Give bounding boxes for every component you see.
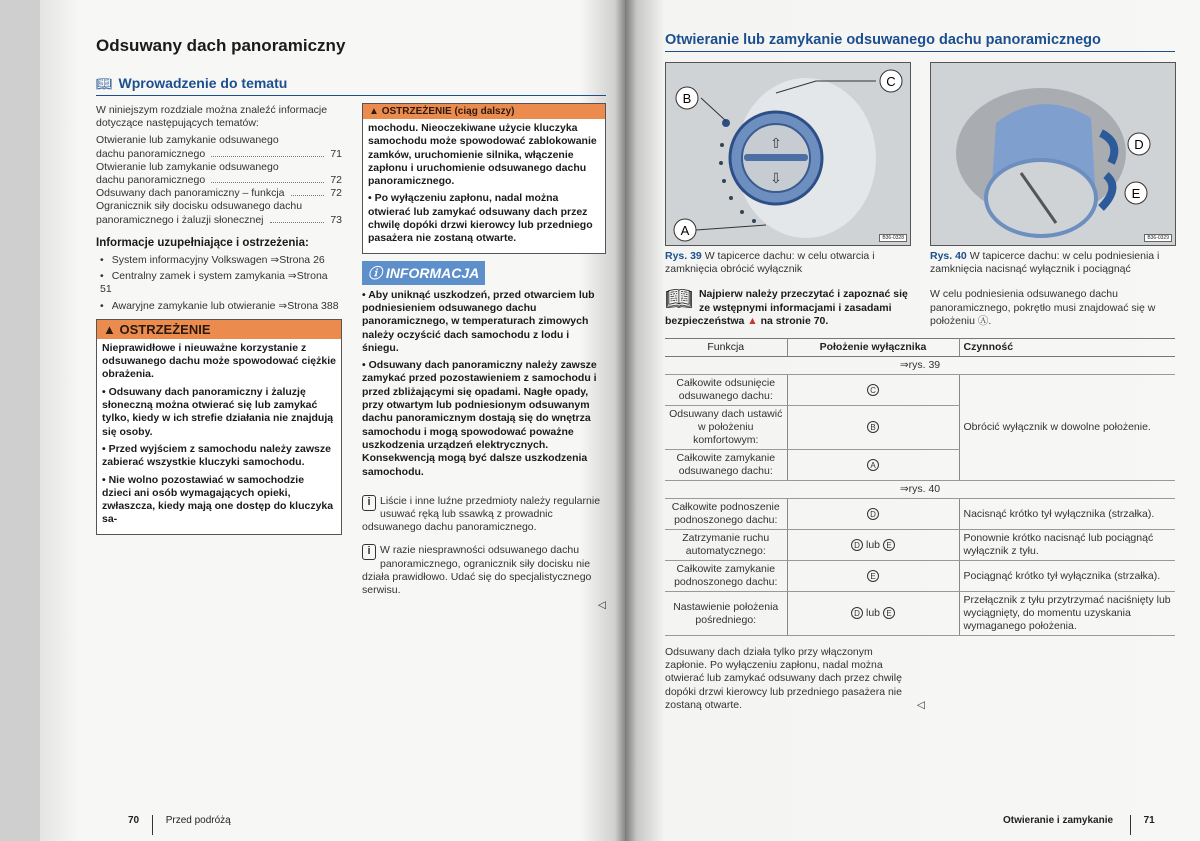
col-header: Funkcja bbox=[665, 339, 787, 357]
end-mark: ◁ bbox=[597, 599, 606, 612]
book-icon: 📖︎ bbox=[96, 76, 113, 91]
table-of-contents bbox=[96, 134, 342, 226]
figure-40 bbox=[930, 62, 1176, 246]
toc-page: 71 bbox=[330, 147, 342, 160]
position-e-icon: E bbox=[883, 607, 895, 619]
bottom-text bbox=[665, 646, 925, 712]
toc-page: 72 bbox=[330, 187, 342, 200]
function-cell: Odsuwany dach ustawić w położeniu komfortowym: bbox=[665, 406, 787, 450]
note-text: Liście i inne luźne przedmioty należy regularnie usuwać ręką lub ssawką z prowadnic odsuwanego dachu panoramicznego. bbox=[362, 494, 601, 534]
info-section bbox=[362, 261, 606, 487]
action-cell: Obrócić wyłącznik w dowolne położenie. bbox=[959, 375, 1175, 481]
group-row bbox=[665, 481, 1175, 499]
position-cell bbox=[787, 530, 959, 561]
toc-title: Odsuwany dach panoramiczny – funkcja bbox=[96, 187, 285, 200]
period: . bbox=[825, 314, 829, 327]
footer-section: Otwieranie i zamykanie bbox=[1003, 815, 1114, 826]
note bbox=[362, 544, 606, 597]
toc-entry[interactable] bbox=[96, 214, 342, 227]
toc-line: Otwieranie lub zamykanie odsuwanego bbox=[96, 160, 279, 173]
table-row bbox=[665, 375, 1175, 406]
label-e: E bbox=[1131, 186, 1141, 201]
position-cell bbox=[787, 375, 959, 406]
position-cell bbox=[787, 592, 959, 636]
position-c-icon: C bbox=[867, 384, 879, 396]
toc-entry[interactable] bbox=[96, 187, 342, 200]
position-cell bbox=[787, 561, 959, 592]
warning-cont-title: OSTRZEŻENIE (ciąg dalszy) bbox=[381, 106, 515, 117]
caption-number: Rys. 39 bbox=[665, 250, 702, 262]
group-ref: ⇒rys. 39 bbox=[665, 357, 1175, 375]
warning-paragraph: • Przed wyjściem z samochodu należy zawsze zabierać wszystkie kluczyki samochodu. bbox=[102, 442, 331, 469]
toc-title: panoramicznego i żaluzji słonecznej bbox=[96, 213, 264, 226]
table-row bbox=[665, 592, 1175, 636]
page-number: 70 bbox=[128, 815, 140, 826]
function-cell: Całkowite zamykanie odsuwanego dachu: bbox=[665, 450, 787, 481]
info-body bbox=[362, 285, 606, 487]
warning-cont-box bbox=[362, 103, 606, 254]
toc-entry[interactable] bbox=[96, 148, 342, 161]
toc-title: dachu panoramicznego bbox=[96, 174, 206, 187]
warning-triangle-icon: ▲ bbox=[369, 106, 379, 117]
group-ref: ⇒rys. 40 bbox=[665, 481, 1175, 499]
push-pull-switch-illustration bbox=[931, 63, 1176, 246]
figure-code: B36-0329 bbox=[1144, 234, 1172, 242]
position-cell bbox=[787, 406, 959, 450]
warning-cont-body bbox=[363, 119, 605, 253]
warning-paragraph: mochodu. Nieoczekiwane użycie kluczyka samochodu może spowodować zablokowanie zamków, uruchomienie silnika, włączenie zapłonu i uruchomienie odsuwanego dachu panoramicznego. bbox=[368, 122, 597, 188]
warning-paragraph: Nieprawidłowe i nieuważne korzystanie z odsuwanego dachu może spowodować ciężkie obrażenia. bbox=[102, 341, 336, 381]
rotary-switch-illustration bbox=[666, 63, 911, 246]
toc-dots bbox=[211, 148, 324, 157]
end-mark: ◁ bbox=[916, 698, 925, 711]
action-cell: Pociągnąć krótko tył wyłącznika (strzałka). bbox=[959, 561, 1175, 592]
toc-line: Otwieranie lub zamykanie odsuwanego bbox=[96, 134, 279, 147]
action-cell: Nacisnąć krótko tył wyłącznika (strzałka). bbox=[959, 499, 1175, 530]
exclamation-circle-icon: ⓘ bbox=[368, 264, 382, 281]
figure-39 bbox=[665, 62, 911, 246]
toc-title: dachu panoramicznego bbox=[96, 147, 206, 160]
toc-page: 73 bbox=[330, 213, 342, 226]
footer-right bbox=[1003, 815, 1155, 835]
extra-text: Centralny zamek i system zamykania ⇒Strona 51 bbox=[100, 270, 328, 296]
toc-dots bbox=[291, 187, 325, 196]
page-number: 71 bbox=[1143, 815, 1155, 826]
position-d-icon: D bbox=[867, 508, 879, 520]
function-cell: Całkowite odsunięcie odsuwanego dachu: bbox=[665, 375, 787, 406]
label-b: B bbox=[682, 91, 692, 106]
function-cell: Całkowite zamykanie podnoszonego dachu: bbox=[665, 561, 787, 592]
bullet: • bbox=[100, 270, 104, 283]
function-table-wrap bbox=[665, 338, 1176, 636]
svg-text:⇧: ⇧ bbox=[770, 135, 782, 151]
table-row bbox=[665, 530, 1175, 561]
label-c: C bbox=[886, 74, 896, 89]
extra-heading: Informacje uzupełniające i ostrzeżenia: bbox=[96, 236, 309, 249]
position-b-icon: B bbox=[867, 421, 879, 433]
footer-left bbox=[128, 815, 231, 835]
footer-section: Przed podróżą bbox=[165, 815, 231, 826]
toc-dots bbox=[211, 174, 324, 183]
col-header: Położenie wyłącznika bbox=[787, 339, 959, 357]
position-d-icon: D bbox=[851, 539, 863, 551]
read-first-note bbox=[665, 288, 911, 328]
col-header: Czynność bbox=[959, 339, 1175, 357]
warning-box bbox=[96, 319, 342, 535]
position-a-icon: A bbox=[867, 459, 879, 471]
warning-body bbox=[97, 339, 341, 534]
intro-column bbox=[96, 104, 342, 313]
intro-text: W niniejszym rozdziale można znaleźć informacje dotyczące następujących tematów: bbox=[96, 104, 328, 130]
warning-title: OSTRZEŻENIE bbox=[119, 321, 211, 337]
book-icon: 📖︎ bbox=[665, 286, 693, 312]
page-title: Odsuwany dach panoramiczny bbox=[96, 36, 346, 55]
figure-code: B36-0328 bbox=[879, 234, 907, 242]
right-title-bar bbox=[665, 31, 1175, 52]
warning-paragraph: • Odsuwany dach panoramiczny i żaluzję słoneczną można otwierać się lub zamykać tylko, kiedy w ich strefie działania nie znajdują się osoby. bbox=[102, 385, 334, 438]
notes-row bbox=[665, 288, 1176, 328]
or-text: lub bbox=[865, 538, 880, 551]
function-cell: Zatrzymanie ruchu automatycznego: bbox=[665, 530, 787, 561]
bottom-paragraph: Odsuwany dach działa tylko przy włączonym zapłonie. Po wyłączeniu zapłonu, nadal można otwierać lub zamykać odsuwany dach przez chwilę dopóki drzwi kierowcy lub przedniego pasażera nie zostaną otwarte. bbox=[665, 646, 902, 711]
figure-40-caption bbox=[930, 250, 1176, 276]
info-i-icon: i bbox=[362, 495, 376, 511]
toc-dots bbox=[270, 214, 325, 223]
label-a: A bbox=[680, 223, 690, 238]
group-row bbox=[665, 357, 1175, 375]
extra-text: Awaryjne zamykanie lub otwieranie ⇒Strona 388 bbox=[111, 299, 339, 312]
warning-paragraph: • Nie wolno pozostawiać w samochodzie dzieci ani osób wymagających opieki, zwłaszcza, kiedy mają one dostęp do kluczyka sa- bbox=[102, 473, 334, 526]
warning-paragraph: • Po wyłączeniu zapłonu, nadal można otwierać lub zamykać odsuwany dach przez chwilę dopóki drzwi kierowcy lub przedniego pasażera nie zostaną otwarte. bbox=[368, 192, 593, 245]
warning-triangle-icon: ▲ bbox=[747, 314, 758, 327]
toc-line: Ogranicznik siły docisku odsuwanego dachu bbox=[96, 200, 303, 213]
caption-number: Rys. 40 bbox=[930, 250, 967, 262]
info-paragraph: • Odsuwany dach panoramiczny należy zawsze zamykać przed pozostawieniem z samochodu i przed zbliżającymi się opadami. Nagłe opady, przy otwartym lub podniesionym odsuwanym dachu panoramicznym dostają się do wnętrza samochodu i mogą spowodować poważne uszkodzenia urządzeń elektrycznych. Konsekwencją mogą być dalsze uszkodzenia samochodu. bbox=[362, 359, 597, 478]
function-cell: Całkowite podnoszenie podnoszonego dachu: bbox=[665, 499, 787, 530]
extra-list bbox=[96, 254, 342, 313]
note bbox=[362, 495, 606, 535]
page-reference[interactable]: na stronie 70 bbox=[760, 314, 826, 327]
info-paragraph: • Aby uniknąć uszkodzeń, przed otwarciem lub podniesieniem odsuwanego dachu panoramicznego, w temperaturach zimowych należy oczyścić dach samochodu z lodu i śniegu. bbox=[362, 288, 595, 354]
position-d-icon: D bbox=[851, 607, 863, 619]
note-text: W razie niesprawności odsuwanego dachu panoramicznego, ogranicznik siły docisku nie działa prawidłowo. Udać się do specjalistycznego serwisu. bbox=[362, 544, 592, 597]
action-cell: Ponownie krótko nacisnąć lub pociągnąć wyłącznik z tyłu. bbox=[959, 530, 1175, 561]
lift-text: W celu podniesienia odsuwanego dachu panoramicznego, pokrętło musi znajdować się w położeniu Ⓐ. bbox=[930, 288, 1156, 327]
info-i-icon: i bbox=[362, 544, 376, 560]
label-d: D bbox=[1134, 137, 1144, 152]
read-first-text: Najpierw należy przeczytać i zapoznać się ze wstępnymi informacjami i zasadami bezpieczeństwa bbox=[665, 288, 908, 327]
function-cell: Nastawienie położenia pośredniego: bbox=[665, 592, 787, 636]
captions-row bbox=[665, 250, 1176, 276]
notes bbox=[362, 495, 606, 613]
extra-item[interactable] bbox=[96, 270, 342, 296]
extra-text: System informacyjny Volkswagen ⇒Strona 26 bbox=[111, 254, 325, 267]
or-text: lub bbox=[865, 607, 880, 620]
position-cell bbox=[787, 450, 959, 481]
table-row bbox=[665, 499, 1175, 530]
action-cell: Przełącznik z tyłu przytrzymać naciśnięty lub wyciągnięty, do momentu uzyskania wymaganego położenia. bbox=[959, 592, 1175, 636]
caption-text: W tapicerce dachu: w celu otwarcia i zamknięcia obrócić wyłącznik bbox=[665, 250, 875, 276]
position-e-icon: E bbox=[867, 570, 879, 582]
table-row bbox=[665, 561, 1175, 592]
warning-cont-header bbox=[363, 104, 605, 119]
left-column bbox=[96, 104, 342, 535]
warning-header bbox=[97, 320, 341, 339]
right-page-title: Otwieranie lub zamykanie odsuwanego dachu panoramicznego bbox=[665, 32, 1101, 48]
position-cell bbox=[787, 499, 959, 530]
bullet: • bbox=[100, 254, 104, 267]
position-e-icon: E bbox=[883, 539, 895, 551]
extra-item[interactable] bbox=[96, 300, 342, 313]
function-table bbox=[665, 338, 1175, 636]
section-header bbox=[96, 75, 606, 96]
middle-column bbox=[362, 103, 606, 612]
toc-page: 72 bbox=[330, 174, 342, 187]
info-title: INFORMACJA bbox=[385, 264, 480, 281]
section-title: Wprowadzenie do tematu bbox=[118, 75, 288, 91]
toc-entry[interactable] bbox=[96, 174, 342, 187]
extra-item[interactable] bbox=[96, 254, 342, 267]
caption-text: W tapicerce dachu: w celu podniesienia i zamknięcia nacisnąć wyłącznik i pociągnąć bbox=[930, 250, 1160, 276]
warning-triangle-icon: ▲ bbox=[103, 321, 116, 337]
bullet: • bbox=[100, 299, 104, 312]
svg-text:⇩: ⇩ bbox=[770, 170, 782, 186]
figure-39-caption bbox=[665, 250, 911, 276]
info-header bbox=[362, 261, 485, 285]
right-flow bbox=[665, 250, 1176, 712]
